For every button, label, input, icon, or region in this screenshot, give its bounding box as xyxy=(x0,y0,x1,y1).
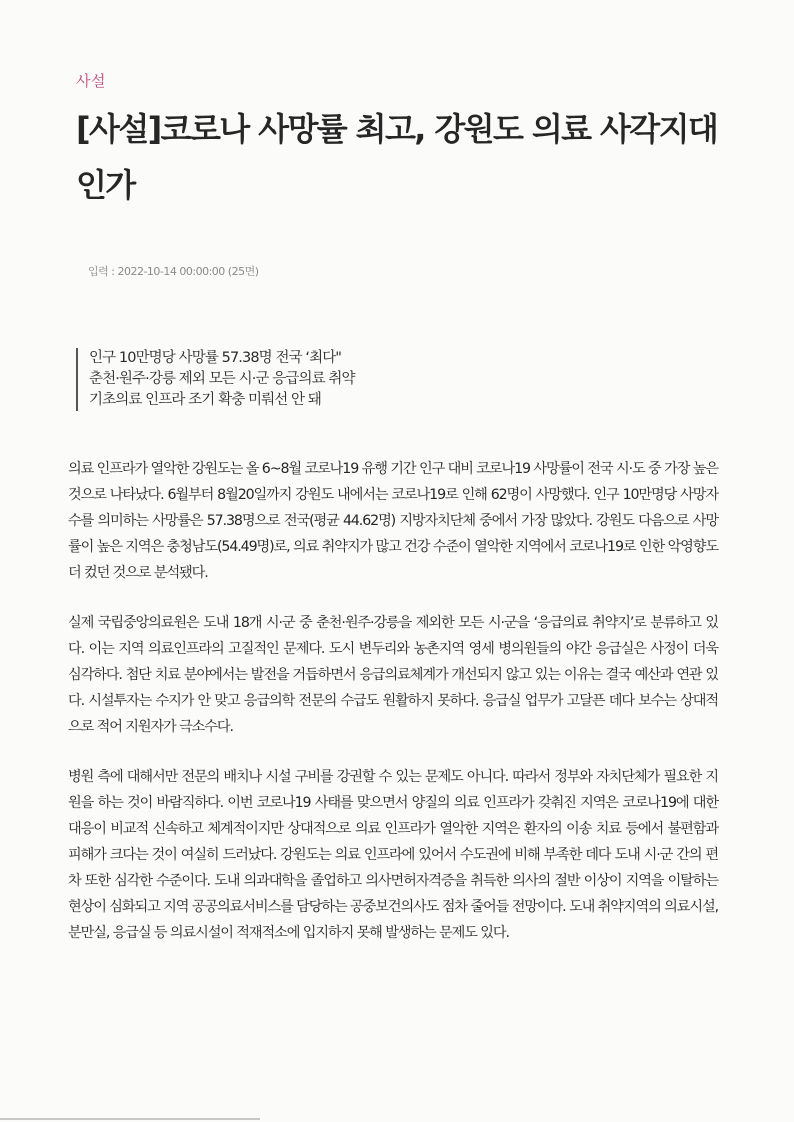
subheadline: 춘천·원주·강릉 제외 모든 시·군 응급의료 취약 xyxy=(89,371,355,387)
category-label: 사설 xyxy=(76,72,106,90)
body-paragraph: 의료 인프라가 열악한 강원도는 올 6~8월 코로나19 유행 기간 인구 대비 코로나19 사망률이 전국 시·도 중 가장 높은 것으로 나타났다. 6월부터 8월20일까지 강원도 내에서는 코로나19로 인해 62명이 사망했다. 인구 10만명당 사망자 수를 의미하는 사망률은 57.38명으로 전국(평균 44.62명) 지방자치단체 중에서 가장 많았다. 강원도 다음으로 사망률이 높은 지역은 충청남도(54.49명)로, 의료 취약지가 많고 건강 수준이 열악한 지역에서 코로나19로 인한 악영향도 더 컸던 것으로 분석됐다. xyxy=(68,461,718,581)
article-title: [사설]코로나 사망률 최고, 강원도 의료 사각지대인가 xyxy=(76,110,718,204)
article-body xyxy=(68,456,718,970)
article-meta: 입력 : 2022-10-14 00:00:00 (25면) xyxy=(88,265,259,278)
subheadline-block xyxy=(76,348,355,411)
bottom-divider xyxy=(0,1118,260,1120)
body-paragraph: 병원 측에 대해서만 전문의 배치나 시설 구비를 강권할 수 있는 문제도 아니다. 따라서 정부와 자치단체가 필요한 지원을 하는 것이 바람직하다. 이번 코로나19 사태를 맞으면서 양질의 의료 인프라가 갖춰진 지역은 코로나19에 대한 대응이 비교적 신속하고 체계적이지만 상대적으로 의료 인프라가 열악한 지역은 환자의 이송 치료 등에서 불편함과 피해가 크다는 것이 여실히 드러났다. 강원도는 의료 인프라에 있어서 수도권에 비해 부족한 데다 도내 시·군 간의 편차 또한 심각한 수준이다. 도내 의과대학을 졸업하고 의사면허자격증을 취득한 의사의 절반 이상이 지역을 이탈하는 현상이 심화되고 지역 공공의료서비스를 담당하는 공중보건의사도 점차 줄어들 전망이다. 도내 취약지역의 의료시설, 분만실, 응급실 등 의료시설이 적재적소에 입지하지 못해 발생하는 문제도 있다. xyxy=(68,769,718,941)
subheadline: 인구 10만명당 사망률 57.38명 전국 ‘최다" xyxy=(89,350,342,366)
subheadline: 기초의료 인프라 조기 확충 미뤄선 안 돼 xyxy=(89,392,321,408)
body-paragraph: 실제 국립중앙의료원은 도내 18개 시·군 중 춘천·원주·강릉을 제외한 모든 시·군을 ‘응급의료 취약지’로 분류하고 있다. 이는 지역 의료인프라의 고질적인 문제다. 도시 변두리와 농촌지역 영세 병의원들의 야간 응급실은 사정이 더욱 심각하다. 첨단 치료 분야에서는 발전을 거듭하면서 응급의료체계가 개선되지 않고 있는 이유는 결국 예산과 연관 있다. 시설투자는 수지가 안 맞고 응급의학 전문의 수급도 원활하지 못하다. 응급실 업무가 고달픈 데다 보수는 상대적으로 적어 지원자가 극소수다. xyxy=(68,615,718,735)
